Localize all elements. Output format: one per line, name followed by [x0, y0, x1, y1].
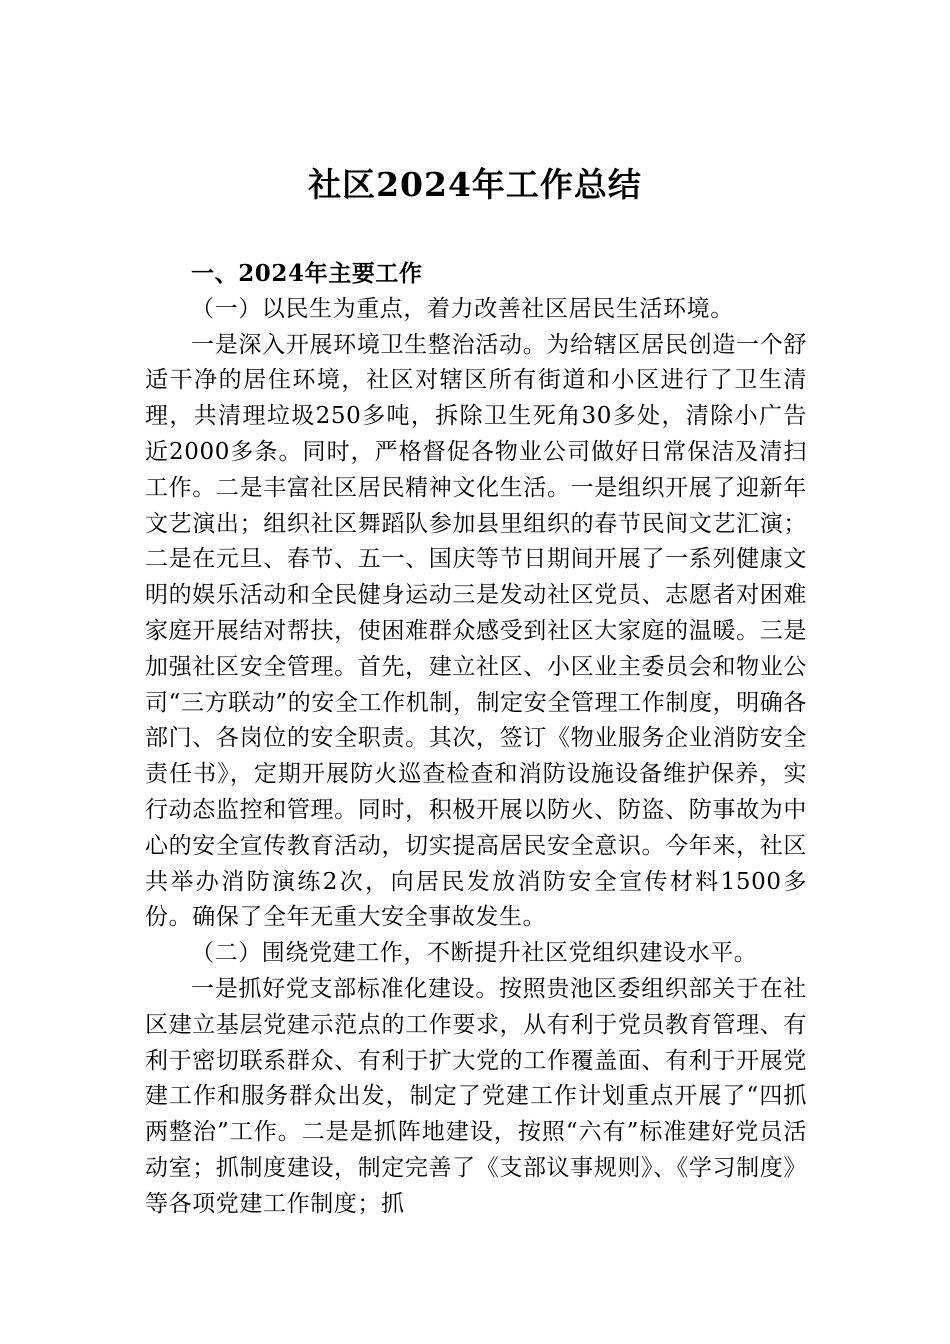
- subsection-heading-2: （二）围绕党建工作，不断提升社区党组织建设水平。: [191, 940, 758, 967]
- subsection-heading-1: （一）以民生为重点，着力改善社区居民生活环境。: [191, 295, 734, 322]
- paragraph-1: 一是深入开展环境卫生整治活动。为给辖区居民创造一个舒适干净的居住环境，社区对辖区所有街道和小区进行了卫生清理，共清理垃圾250多吨，拆除卫生死角30多处，清除小广告近2000多条。同时，严格督促各物业公司做好日常保洁及清扫工作。二是丰富社区居民精神文化生活。一是组织开展了迎新年文艺演出；组织社区舞蹈队参加县里组织的春节民间文艺汇演；二是在元旦、春节、五一、国庆等节日期间开展了一系列健康文明的娱乐活动和全民健身运动三是发动社区党员、志愿者对困难家庭开展结对帮扶，使困难群众感受到社区大家庭的温暖。三是加强社区安全管理。首先，建立社区、小区业主委员会和物业公司“三方联动”的安全工作机制，制定安全管理工作制度，明确各部门、各岗位的安全职责。其次，签订《物业服务企业消防安全责任书》，定期开展防火巡查检查和消防设施设备维护保养，实行动态监控和管理。同时，积极开展以防火、防盗、防事故为中心的安全宣传教育活动，切实提高居民安全意识。今年来，社区共举办消防演练2次，向居民发放消防安全宣传材料1500多份。确保了全年无重大安全事故发生。: [145, 331, 807, 931]
- paragraph-2: 一是抓好党支部标准化建设。按照贵池区委组织部关于在社区建立基层党建示范点的工作要求，从有利于党员教育管理、有利于密切联系群众、有利于扩大党的工作覆盖面、有利于开展党建工作和服务群众出发，制定了党建工作计划重点开展了“四抓两整治”工作。二是是抓阵地建设，按照“六有”标准建好党员活动室；抓制度建设，制定完善了《支部议事规则》、《学习制度》等各项党建工作制度；抓: [145, 975, 807, 1217]
- document-body: [145, 256, 807, 1223]
- document-title: 社区2024年工作总结: [308, 165, 642, 204]
- section-heading: 一、2024年主要工作: [191, 260, 423, 287]
